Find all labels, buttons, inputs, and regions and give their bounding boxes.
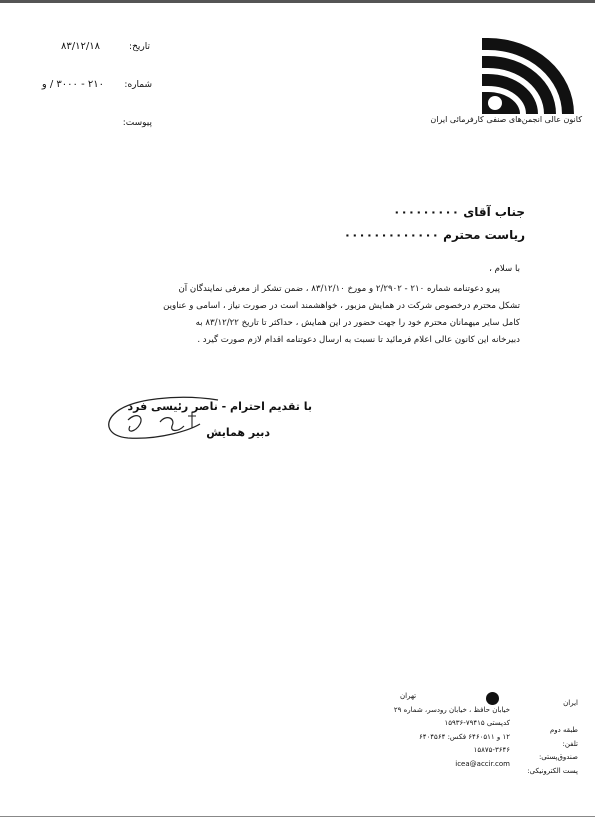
number-label: شماره: (124, 80, 152, 90)
footer-phone-label: تلفن: (562, 739, 578, 748)
body-line: تشکل محترم درخصوص شرکت در همایش مزبور ، خواهشمند است در صورت نیاز ، اسامی و عناوین (163, 301, 520, 311)
signature-title: دبیر همایش (206, 426, 270, 439)
signature-closing: با تقدیم احترام - ناصر رئیسی فرد (127, 400, 312, 413)
attachment-label: پیوست: (122, 118, 152, 128)
org-logo (482, 38, 574, 114)
scan-edge-top (0, 0, 595, 3)
recipient-line-2: ریاست محترم ۰۰۰۰۰۰۰۰۰۰۰۰۰ (343, 228, 525, 242)
body-line: دبیرخانه این کانون عالی اعلام فرمائید تا نسبت به ارسال دعوتنامه اقدام لازم صورت گیرد . (197, 335, 520, 345)
footer-email-row (400, 758, 510, 772)
footer-po-box: ۱۵۸۷۵-۳۶۴۶ (473, 746, 510, 754)
footer-po-box-label: صندوق‌پستی: (538, 753, 578, 761)
footer-address-values (393, 690, 510, 771)
footer-postal-code: کدپستی ۷۹۴۱۵-۱۵۹۳۶ (444, 719, 510, 727)
footer-email-label: پست الکترونیکی: (527, 766, 578, 775)
footer-email[interactable]: icea@accir.com (455, 759, 510, 768)
footer-country-label: ایران (563, 699, 578, 707)
date-label: تاریخ: (129, 42, 150, 52)
footer-city: تهران (400, 692, 417, 700)
letter-body (115, 281, 520, 349)
greeting: با سلام ، (489, 264, 520, 274)
footer-phones: ۱۲ و ۶۴۶۰۵۱۱ فکس: ۶۴۰۴۵۶۴ (419, 732, 510, 741)
body-line: کامل سایر میهمانان محترم خود را جهت حضور در این همایش ، حداکثر تا تاریخ ۸۳/۱۲/۲۲ به (195, 318, 520, 328)
org-name: کانون عالی انجمن‌های صنفی کارفرمائی ایران (430, 115, 582, 124)
footer-spacer (508, 711, 578, 725)
footer-labels (508, 697, 578, 778)
footer-address: خیابان حافظ ، خیابان رودسر، شماره ۲۹ (393, 705, 510, 714)
body-line: پیرو دعوتنامه شماره ۲۱۰ - ۲/۲۹۰۲ و مورخ ۸۳/۱۲/۱۰ ، ضمن تشکر از معرفی نمایندگان آن (178, 284, 500, 294)
scan-edge-bottom (0, 816, 595, 817)
signature-block (100, 392, 320, 452)
number-value: ۲۱۰ - ۳۰۰۰ / و (41, 79, 104, 90)
recipient-line-1: جناب آقای ۰۰۰۰۰۰۰۰۰ (393, 205, 525, 219)
footer-floor-label: طبقه دوم (549, 726, 578, 734)
date-value: ۸۳/۱۲/۱۸ (61, 41, 100, 52)
